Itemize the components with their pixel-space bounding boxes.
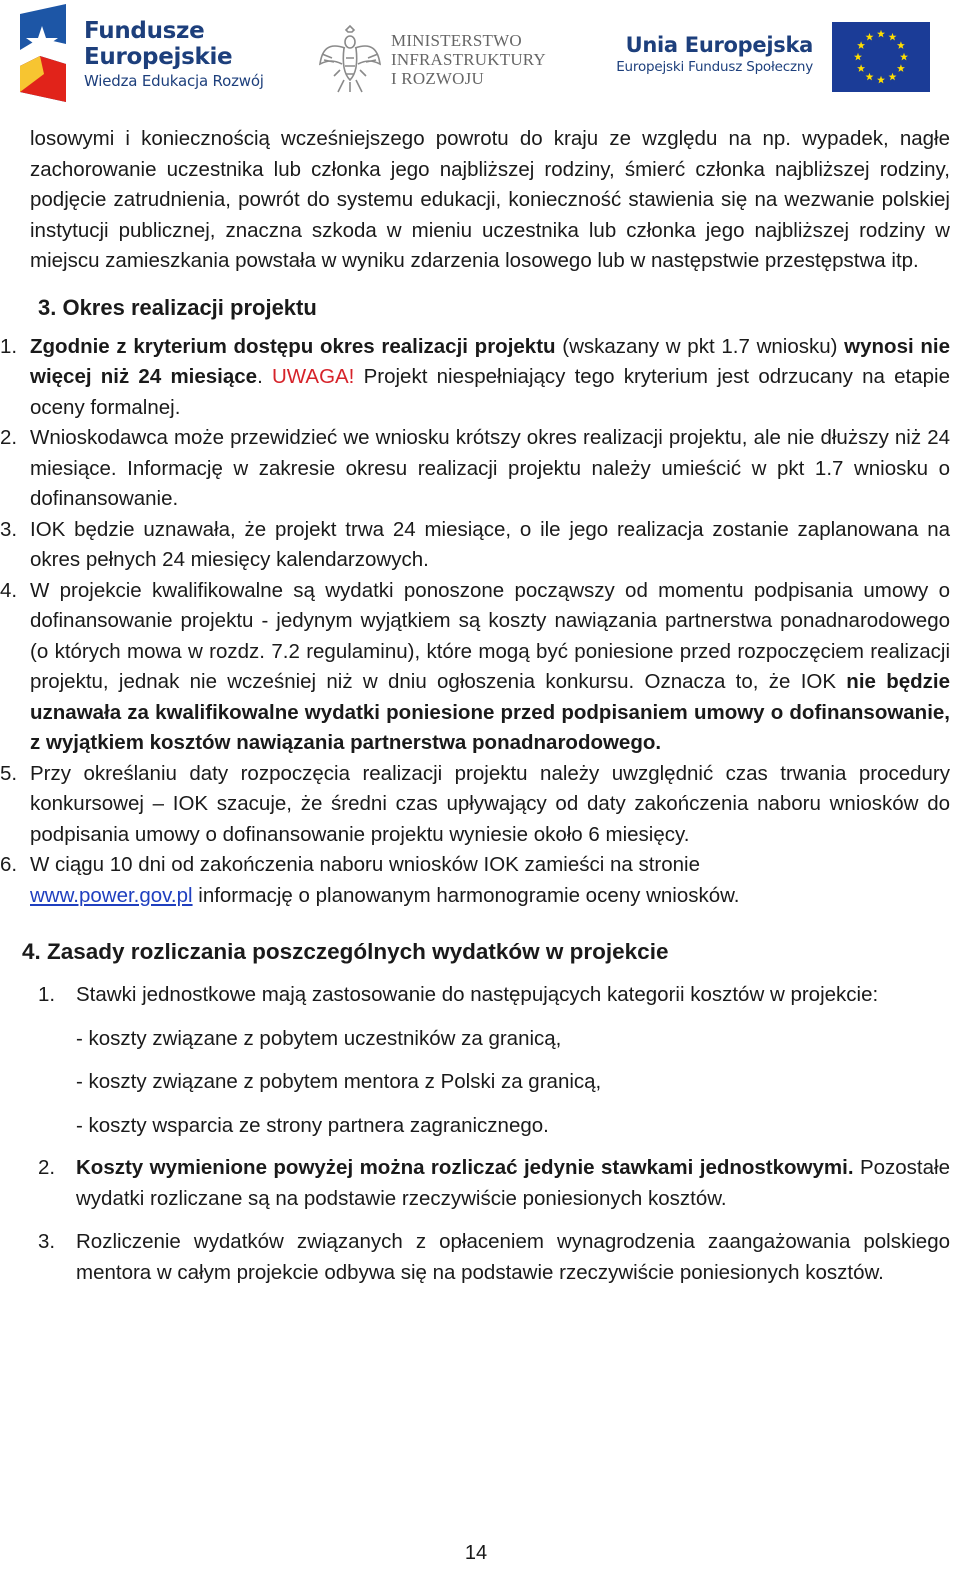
fe-line1: Fundusze (84, 18, 205, 44)
item-text: informację o planowanym harmonogramie oceny wniosków. (192, 883, 740, 907)
item-number: 1. (0, 334, 18, 358)
dash-item: - koszty wsparcia ze strony partnera zagranicznego. (76, 1113, 549, 1137)
list-item (0, 332, 950, 424)
item-text: Przy określaniu daty rozpoczęcia realizacji projektu należy uwzględnić czas trwania procedury konkursowej – IOK szacuje, że średni czas upływający od daty zakończenia naboru wniosków do podpisania umowy o dofinansowanie projektu wyniesie około 6 miesięcy. (30, 761, 950, 846)
eu-flag-icon (832, 22, 930, 92)
item-text: Rozliczenie wydatków związanych z opłaceniem wynagrodzenia zaangażowania polskiego mentora w całym projekcie odbywa się na podstawie rzeczywiście poniesionych kosztów. (76, 1230, 950, 1284)
ue-line2: Europejski Fundusz Społeczny (616, 59, 813, 75)
section-4-list (30, 980, 950, 1288)
ministry-logo (318, 24, 558, 94)
fe-star-mark-icon (20, 4, 70, 102)
item-number: 2. (0, 426, 18, 449)
list-item (0, 423, 950, 515)
item-bold-text: nie będzie uznawała za kwalifikowalne wydatki poniesione przed podpisaniem umowy o dofinansowanie, z wyjątkiem kosztów nawiązania partnerstwa ponadnarodowego. (30, 670, 950, 754)
page-header (0, 0, 960, 110)
dash-item: - koszty związane z pobytem uczestników za granicą, (76, 1026, 562, 1050)
list-item (0, 576, 950, 759)
section-3-heading: 3. Okres realizacji projektu (38, 294, 317, 320)
item-number: 1. (38, 983, 56, 1006)
eagle-emblem-icon (318, 24, 382, 94)
item-text: Pozostałe wydatki rozliczane są na podstawie rzeczywiście poniesionych kosztów. (76, 1156, 950, 1210)
ue-line1: Unia Europejska (625, 33, 813, 57)
list-item (38, 980, 950, 1141)
section-4-heading: 4. Zasady rozliczania poszczególnych wydatków w projekcie (22, 939, 669, 964)
item-text: . (257, 365, 272, 388)
ministry-line1: MINISTERSTWO (391, 31, 522, 50)
list-item (0, 515, 950, 576)
item-text: Wnioskodawca może przewidzieć we wniosku krótszy okres realizacji projektu, ale nie dłuższy niż 24 miesiące. Informację w zakresie okresu realizacji projektu należy umieścić w pkt 1.7 wniosku o dofinansowanie. (30, 426, 950, 510)
item-number: 6. (0, 853, 18, 876)
item-number: 2. (38, 1156, 56, 1179)
document-body (0, 124, 950, 1288)
item-bold-text: wynosi nie więcej niż 24 miesiące (30, 334, 950, 388)
unia-europejska-logo (608, 22, 933, 94)
item-bold-text: Koszty wymienione powyżej można rozliczać jedynie stawkami jednostkowymi. (76, 1156, 854, 1179)
item-number: 3. (0, 517, 18, 541)
list-item (38, 1227, 950, 1288)
list-item (0, 850, 950, 911)
fe-wordmark (84, 18, 264, 92)
fundusze-europejskie-logo (20, 4, 270, 104)
ministry-line3: I ROZWOJU (391, 69, 484, 88)
intro-paragraph: losowymi i koniecznością wcześniejszego powrotu do kraju ze względu na np. wypadek, nagłe zachorowanie uczestnika lub członka jego najbliższej rodziny, śmierć członka najbliższej rodziny, podjęcie zatrudnienia, powrót do systemu edukacji, konieczność stawienia się na wezwanie polskiej instytucji publicznej, znaczna szkoda w mieniu uczestnika lub członka jego najbliższej rodziny w miejscu zamieszkania powstała w wyniku zdarzenia losowego lub w następstwie przestępstwa itp. (30, 127, 950, 272)
page-number: 14 (464, 1542, 488, 1564)
item-text: Projekt niespełniający tego kryterium jest odrzucany na etapie oceny formalnej. (30, 365, 950, 419)
list-item (38, 1153, 950, 1214)
power-website-link[interactable]: www.power.gov.pl (30, 883, 193, 907)
item-text: Stawki jednostkowe mają zastosowanie do następujących kategorii kosztów w projekcie: (76, 983, 879, 1006)
warning-label: UWAGA! (272, 365, 355, 388)
ministry-line2: INFRASTRUKTURY (391, 50, 546, 69)
fe-line3: Wiedza Edukacja Rozwój (84, 72, 264, 90)
item-text: W ciągu 10 dni od zakończenia naboru wniosków IOK zamieści na stronie (30, 853, 701, 876)
item-number: 5. (0, 761, 18, 785)
item-number: 3. (38, 1230, 56, 1253)
item-bold-text: Zgodnie z kryterium dostępu okres realizacji projektu (30, 334, 556, 358)
ue-wordmark (608, 32, 813, 76)
list-item (0, 759, 950, 851)
fe-line2: Europejskie (84, 44, 233, 70)
item-text: IOK będzie uznawała, że projekt trwa 24 miesiące, o ile jego realizacja zostanie zaplanowana na okres pełnych 24 miesięcy kalendarzowych. (30, 517, 950, 571)
section-3-list (0, 332, 950, 912)
item-number: 4. (0, 578, 18, 602)
item-text: (wskazany w pkt 1.7 wniosku) (555, 334, 845, 358)
item-text: W projekcie kwalifikowalne są wydatki ponoszone począwszy od momentu podpisania umowy o dofinansowanie projektu - jedynym wyjątkiem są koszty nawiązania partnerstwa ponadnarodowego (o których mowa w rozdz. 7.2 regulaminu), które mogą być poniesione przed rozpoczęciem realizacji projektu, jednak nie wcześniej niż w dniu ogłoszenia konkursu. Oznacza to, że IOK (30, 578, 950, 693)
ministry-wordmark (391, 31, 546, 88)
dash-item: - koszty związane z pobytem mentora z Polski za granicą, (76, 1070, 602, 1093)
